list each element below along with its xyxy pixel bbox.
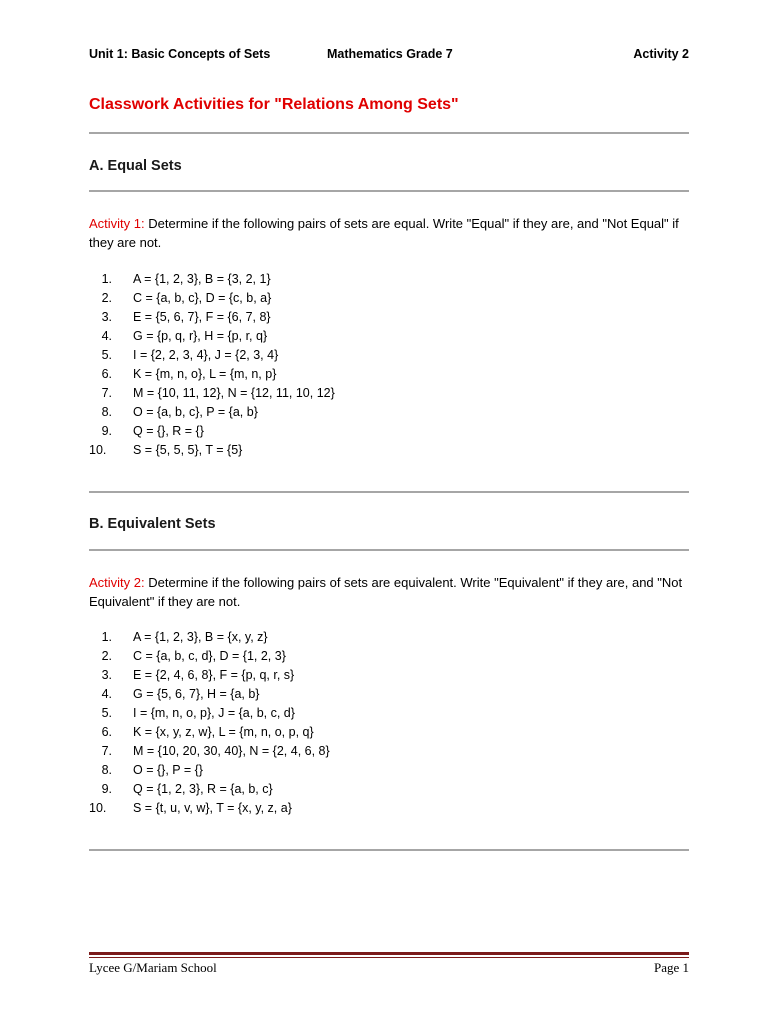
item-number: 6. xyxy=(101,725,112,739)
item-number: 3. xyxy=(101,310,112,324)
item-number: 2. xyxy=(101,649,112,663)
item-text: K = {x, y, z, w}, L = {m, n, o, p, q} xyxy=(133,725,314,739)
footer-rule xyxy=(89,957,689,958)
footer-page-number: Page 1 xyxy=(653,960,689,975)
document-title: Classwork Activities for "Relations Among Sets" xyxy=(89,96,459,113)
item-number: 1. xyxy=(101,630,112,644)
item-text: O = {a, b, c}, P = {a, b} xyxy=(133,405,258,419)
activity-label: Activity 1: xyxy=(89,216,145,231)
item-text: Q = {1, 2, 3}, R = {a, b, c} xyxy=(133,782,273,796)
list-item xyxy=(89,346,689,365)
equivalent-sets-list xyxy=(89,628,689,818)
footer-rule xyxy=(89,952,689,955)
item-text: K = {m, n, o}, L = {m, n, p} xyxy=(133,367,277,381)
item-text: S = {t, u, v, w}, T = {x, y, z, a} xyxy=(133,801,292,815)
activity-2-instructions xyxy=(89,573,689,611)
divider xyxy=(89,849,689,851)
item-text: M = {10, 11, 12}, N = {12, 11, 10, 12} xyxy=(133,386,335,400)
divider xyxy=(89,491,689,493)
list-item xyxy=(89,289,689,308)
list-item xyxy=(89,780,689,799)
item-text: E = {2, 4, 6, 8}, F = {p, q, r, s} xyxy=(133,668,295,682)
header-unit: Unit 1: Basic Concepts of Sets xyxy=(89,47,271,61)
list-item xyxy=(89,384,689,403)
equal-sets-list xyxy=(89,270,689,460)
item-text: I = {m, n, o, p}, J = {a, b, c, d} xyxy=(133,706,295,720)
list-item xyxy=(89,723,689,742)
list-item xyxy=(89,799,689,818)
list-item xyxy=(89,742,689,761)
section-heading-equivalent-sets: B. Equivalent Sets xyxy=(89,516,216,532)
page-footer xyxy=(89,960,689,978)
item-number: 4. xyxy=(101,687,112,701)
header-subject: Mathematics Grade 7 xyxy=(327,47,453,61)
item-text: G = {p, q, r}, H = {p, r, q} xyxy=(133,329,268,343)
list-item xyxy=(89,308,689,327)
item-text: Q = {}, R = {} xyxy=(133,424,204,438)
list-item xyxy=(89,327,689,346)
item-number: 3. xyxy=(101,668,112,682)
list-item xyxy=(89,441,689,460)
item-text: C = {a, b, c, d}, D = {1, 2, 3} xyxy=(133,649,286,663)
item-number: 1. xyxy=(101,272,112,286)
item-number: 7. xyxy=(101,386,112,400)
item-text: M = {10, 20, 30, 40}, N = {2, 4, 6, 8} xyxy=(133,744,330,758)
item-text: C = {a, b, c}, D = {c, b, a} xyxy=(133,291,272,305)
header-activity: Activity 2 xyxy=(633,47,689,61)
item-number: 9. xyxy=(101,782,112,796)
list-item xyxy=(89,761,689,780)
list-item xyxy=(89,365,689,384)
item-number: 10. xyxy=(89,801,107,815)
footer-school: Lycee G/Mariam School xyxy=(89,960,217,975)
page-header xyxy=(89,47,689,65)
activity-1-instructions xyxy=(89,214,689,252)
item-number: 5. xyxy=(101,348,112,362)
divider xyxy=(89,549,689,551)
item-number: 7. xyxy=(101,744,112,758)
item-number: 5. xyxy=(101,706,112,720)
item-number: 8. xyxy=(101,763,112,777)
item-text: S = {5, 5, 5}, T = {5} xyxy=(133,443,243,457)
divider xyxy=(89,132,689,134)
list-item xyxy=(89,666,689,685)
list-item xyxy=(89,685,689,704)
item-text: E = {5, 6, 7}, F = {6, 7, 8} xyxy=(133,310,271,324)
list-item xyxy=(89,628,689,647)
list-item xyxy=(89,270,689,289)
item-text: I = {2, 2, 3, 4}, J = {2, 3, 4} xyxy=(133,348,279,362)
item-number: 2. xyxy=(101,291,112,305)
activity-text: Determine if the following pairs of sets are equivalent. Write "Equivalent" if they are, and "Not Equivalent" if they are not. xyxy=(89,575,683,609)
section-heading-equal-sets: A. Equal Sets xyxy=(89,158,182,174)
item-text: G = {5, 6, 7}, H = {a, b} xyxy=(133,687,260,701)
activity-text: Determine if the following pairs of sets are equal. Write "Equal" if they are, and "Not Equal" if they are not. xyxy=(89,216,679,250)
item-number: 10. xyxy=(89,443,107,457)
list-item xyxy=(89,704,689,723)
list-item xyxy=(89,647,689,666)
list-item xyxy=(89,422,689,441)
item-number: 8. xyxy=(101,405,112,419)
item-text: A = {1, 2, 3}, B = {x, y, z} xyxy=(133,630,268,644)
item-number: 9. xyxy=(101,424,112,438)
divider xyxy=(89,190,689,192)
item-text: A = {1, 2, 3}, B = {3, 2, 1} xyxy=(133,272,271,286)
list-item xyxy=(89,403,689,422)
item-number: 4. xyxy=(101,329,112,343)
activity-label: Activity 2: xyxy=(89,575,145,590)
item-text: O = {}, P = {} xyxy=(133,763,203,777)
item-number: 6. xyxy=(101,367,112,381)
